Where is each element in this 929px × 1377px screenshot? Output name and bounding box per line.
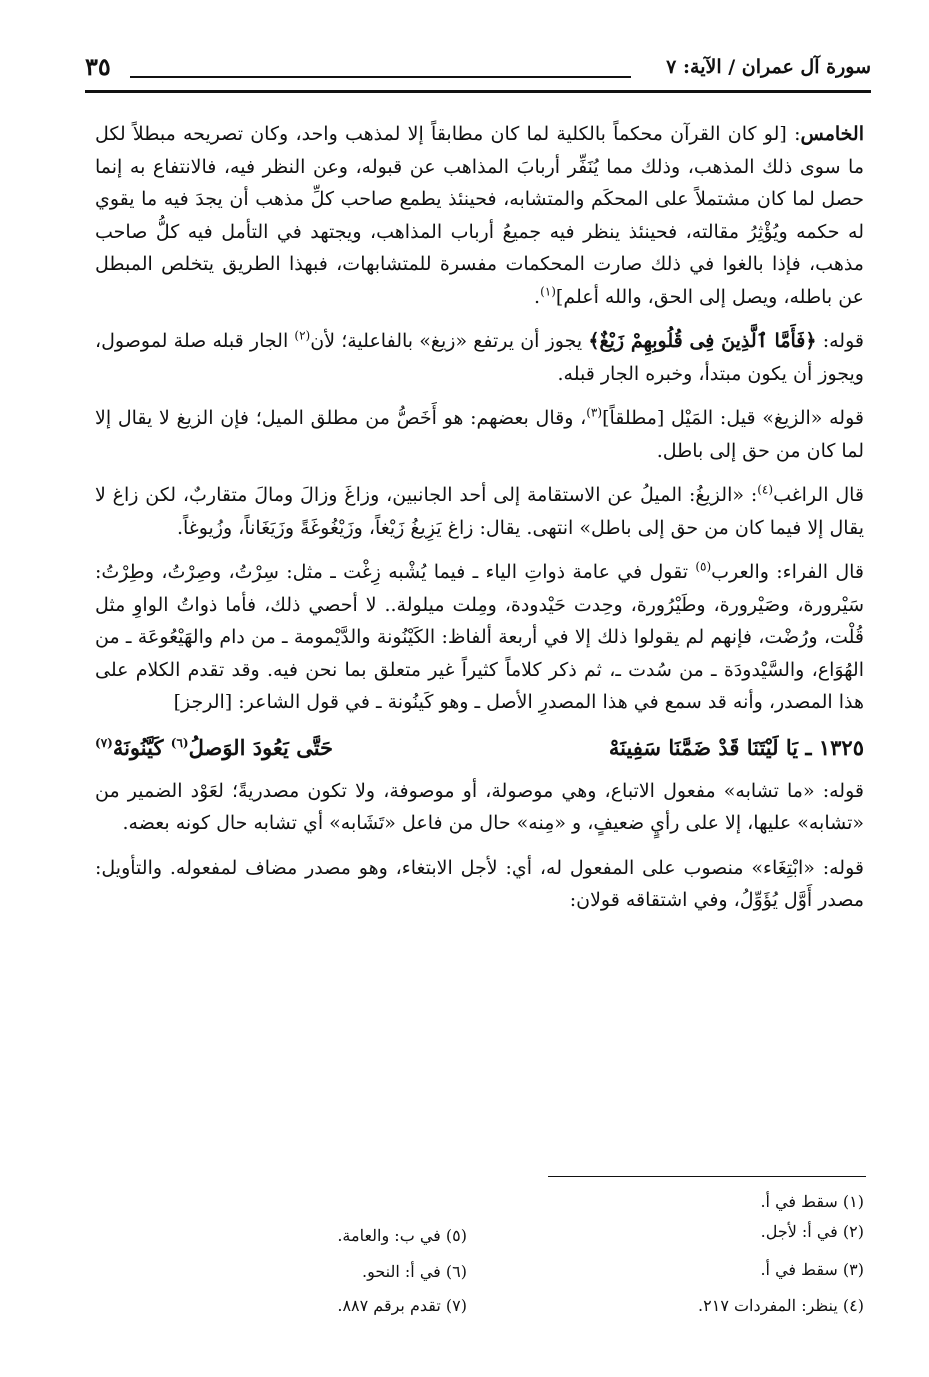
page-body bbox=[95, 118, 864, 929]
quran-quote: ﴿فَأَمَّا ٱلَّذِينَ فِى قُلُوبِهِمْ زَيْغٌ﴾ bbox=[588, 330, 817, 352]
paragraph-lead: الخامس bbox=[800, 123, 864, 145]
paragraph-farra bbox=[95, 556, 864, 719]
verse-second-hemistich bbox=[95, 731, 333, 765]
footnote-4: (٤) ينظر: المفردات ٢١٧. bbox=[698, 1296, 864, 1315]
paragraph-raghib bbox=[95, 479, 864, 544]
paragraph-text: قوله «الزيغ» قيل: المَيْل [مطلقاً] bbox=[602, 407, 864, 429]
footnote-7: (٧) تقدم برقم ٨٨٧. bbox=[337, 1296, 467, 1315]
header-rule bbox=[85, 90, 871, 93]
paragraph-text: قال الفراء: والعرب bbox=[711, 561, 865, 583]
footnote-ref: (٧) bbox=[95, 735, 113, 750]
paragraph-text: تقول في عامة ذواتِ الياء ـ فيما يُشْبه زِغْت ـ مثل: سِرْتُ، وصِرْتُ، وطِرْتُ: سَيْرورة، وصَيْرورة، وطَيْرُورة، وحِدت حَيْدودة، ومِلت ميلولة.. لا أحصي ذلك، فأما ذواتُ الواوِ مثل قُلْت، ورُضْت، فإنهم لم يقولوا ذلك إلا في أربعة ألفاظ: الكَيْنُونة والدَّيْمومة ـ من دام والهَيْعُوعَة ـ من الهُوَاع، والسَّيْدودَة ـ من سُدت ـ، ثم ذكر كلاماً كثيراً غير متعلق بما نحن فيه. وقد تقدم الكلام على هذا المصدر، وأنه قد سمع في هذا المصدرِ الأصل ـ وهو كَينُونة ـ في قول الشاعر: [الرجز] bbox=[95, 561, 864, 713]
paragraph-zaygh bbox=[95, 402, 864, 467]
paragraph-text: : [لو كان القرآن محكماً بالكلية لما كان مطابقاً إلا لمذهب واحد، وكان تصريحه مبطلاً لكل ما سوى ذلك المذهب، وذلك مما يُنَفِّر أربابَ المذاهب عن قبوله، وعن النظر فيه، فالانتفاع به إنما حصل لما كان مشتملاً على المحكَم والمتشابه، فحينئذ يطمع صاحب كلِّ مذهب أن يجدَ فيه ما يقوي له حكمه ويُؤْثِرُ مقالته، فحينئذ ينظر فيه جميعُ أرباب المذاهب، ويجتهد في التأمل فيه كلُّ صاحب مذهب، فإذا بالغوا في ذلك صارت المحكمات مفسرة للمتشابهات، فبهذا الطريق يتخلص المبطل عن باطله، ويصل إلى الحق، والله أعلم] bbox=[95, 123, 864, 308]
footnote-ref: (٥) bbox=[695, 559, 712, 574]
poetry-verse bbox=[95, 731, 864, 765]
paragraph-end: . bbox=[534, 285, 541, 308]
verse-first-hemistich: ١٣٢٥ ـ يَا لَيْتَنَا قَدْ ضَمَّنَا سَفِينَهْ bbox=[608, 734, 864, 760]
footnote-ref: (١) bbox=[540, 284, 556, 299]
footnote-ref: (٤) bbox=[757, 482, 774, 497]
footnote-5: (٥) في ب: والعامة. bbox=[337, 1226, 467, 1245]
running-title: سورة آل عمران / الآية: ٧ bbox=[666, 56, 871, 78]
paragraph-text: الجار قبله صلة لموصول، ويجوز أن يكون مبتدأ، وخبره الجار قبله. bbox=[95, 330, 864, 385]
page-number: ٣٥ bbox=[85, 52, 111, 81]
verse-text: كَيَّنُونَهْ bbox=[112, 734, 171, 760]
footnote-ref: (٣) bbox=[586, 405, 603, 420]
page-header bbox=[85, 52, 871, 86]
footnote-separator bbox=[548, 1176, 866, 1177]
paragraph-al-khamis bbox=[95, 118, 864, 313]
header-leader-line bbox=[130, 76, 631, 78]
footnote-1: (١) سقط في أ. bbox=[760, 1192, 864, 1211]
footnote-ref: (٢) bbox=[294, 328, 311, 343]
paragraph-text: قال الراغب bbox=[773, 484, 865, 506]
footnote-ref: (٦) bbox=[170, 735, 189, 750]
footnote-6: (٦) في أ: النحو. bbox=[362, 1262, 467, 1281]
paragraph-quran-verse bbox=[95, 325, 864, 390]
paragraph-text: : «الزيغُ: الميلُ عن الاستقامة إلى أحد الجانبين، وزاغَ وزالَ ومالَ متقاربٌ، لكن زاغ لا يقال إلا فيما كان من حق إلى باطل» انتهى. يقال: زاغ يَزِيغُ زَيْغاً، وزَيْغُوغَةً وزَيَغَاناً، وزُيوغاً. bbox=[95, 484, 864, 539]
footnote-3: (٣) سقط في أ. bbox=[760, 1260, 864, 1279]
paragraph-text: ، وقال بعضهم: هو أَخَصُّ من مطلق الميل؛ فإن الزيغ لا يقال إلا لما كان من حق إلى باطل. bbox=[95, 407, 864, 462]
verse-text: حَتَّى يَعُودَ الوَصلُ bbox=[188, 734, 334, 760]
footnote-2: (٢) في أ: لأجل. bbox=[760, 1222, 864, 1241]
paragraph-text: قوله: bbox=[816, 330, 864, 352]
paragraph-ibtigha: قوله: «ابْتِغَاء» منصوب على المفعول له، أي: لأجل الابتغاء، وهو مصدر مضاف لمفعوله. والتأويل: مصدر أَوَّل يُؤَوِّلُ، وفي اشتقاقه قولان: bbox=[95, 856, 864, 911]
paragraph-text: يجوز أن يرتفع «زيغ» بالفاعلية؛ لأن bbox=[310, 330, 589, 352]
paragraph-ma-tashabah: قوله: «ما تشابه» مفعول الاتباع، وهي موصولة، أو موصوفة، ولا تكون مصدريةً؛ لعَوْد الضمير من «تشابه» عليها، إلا على رأيٍ ضعيفٍ، و «مِنه» حال من فاعل «تَشَابه» أي تشابه حال كونه بعضه. bbox=[95, 779, 864, 834]
